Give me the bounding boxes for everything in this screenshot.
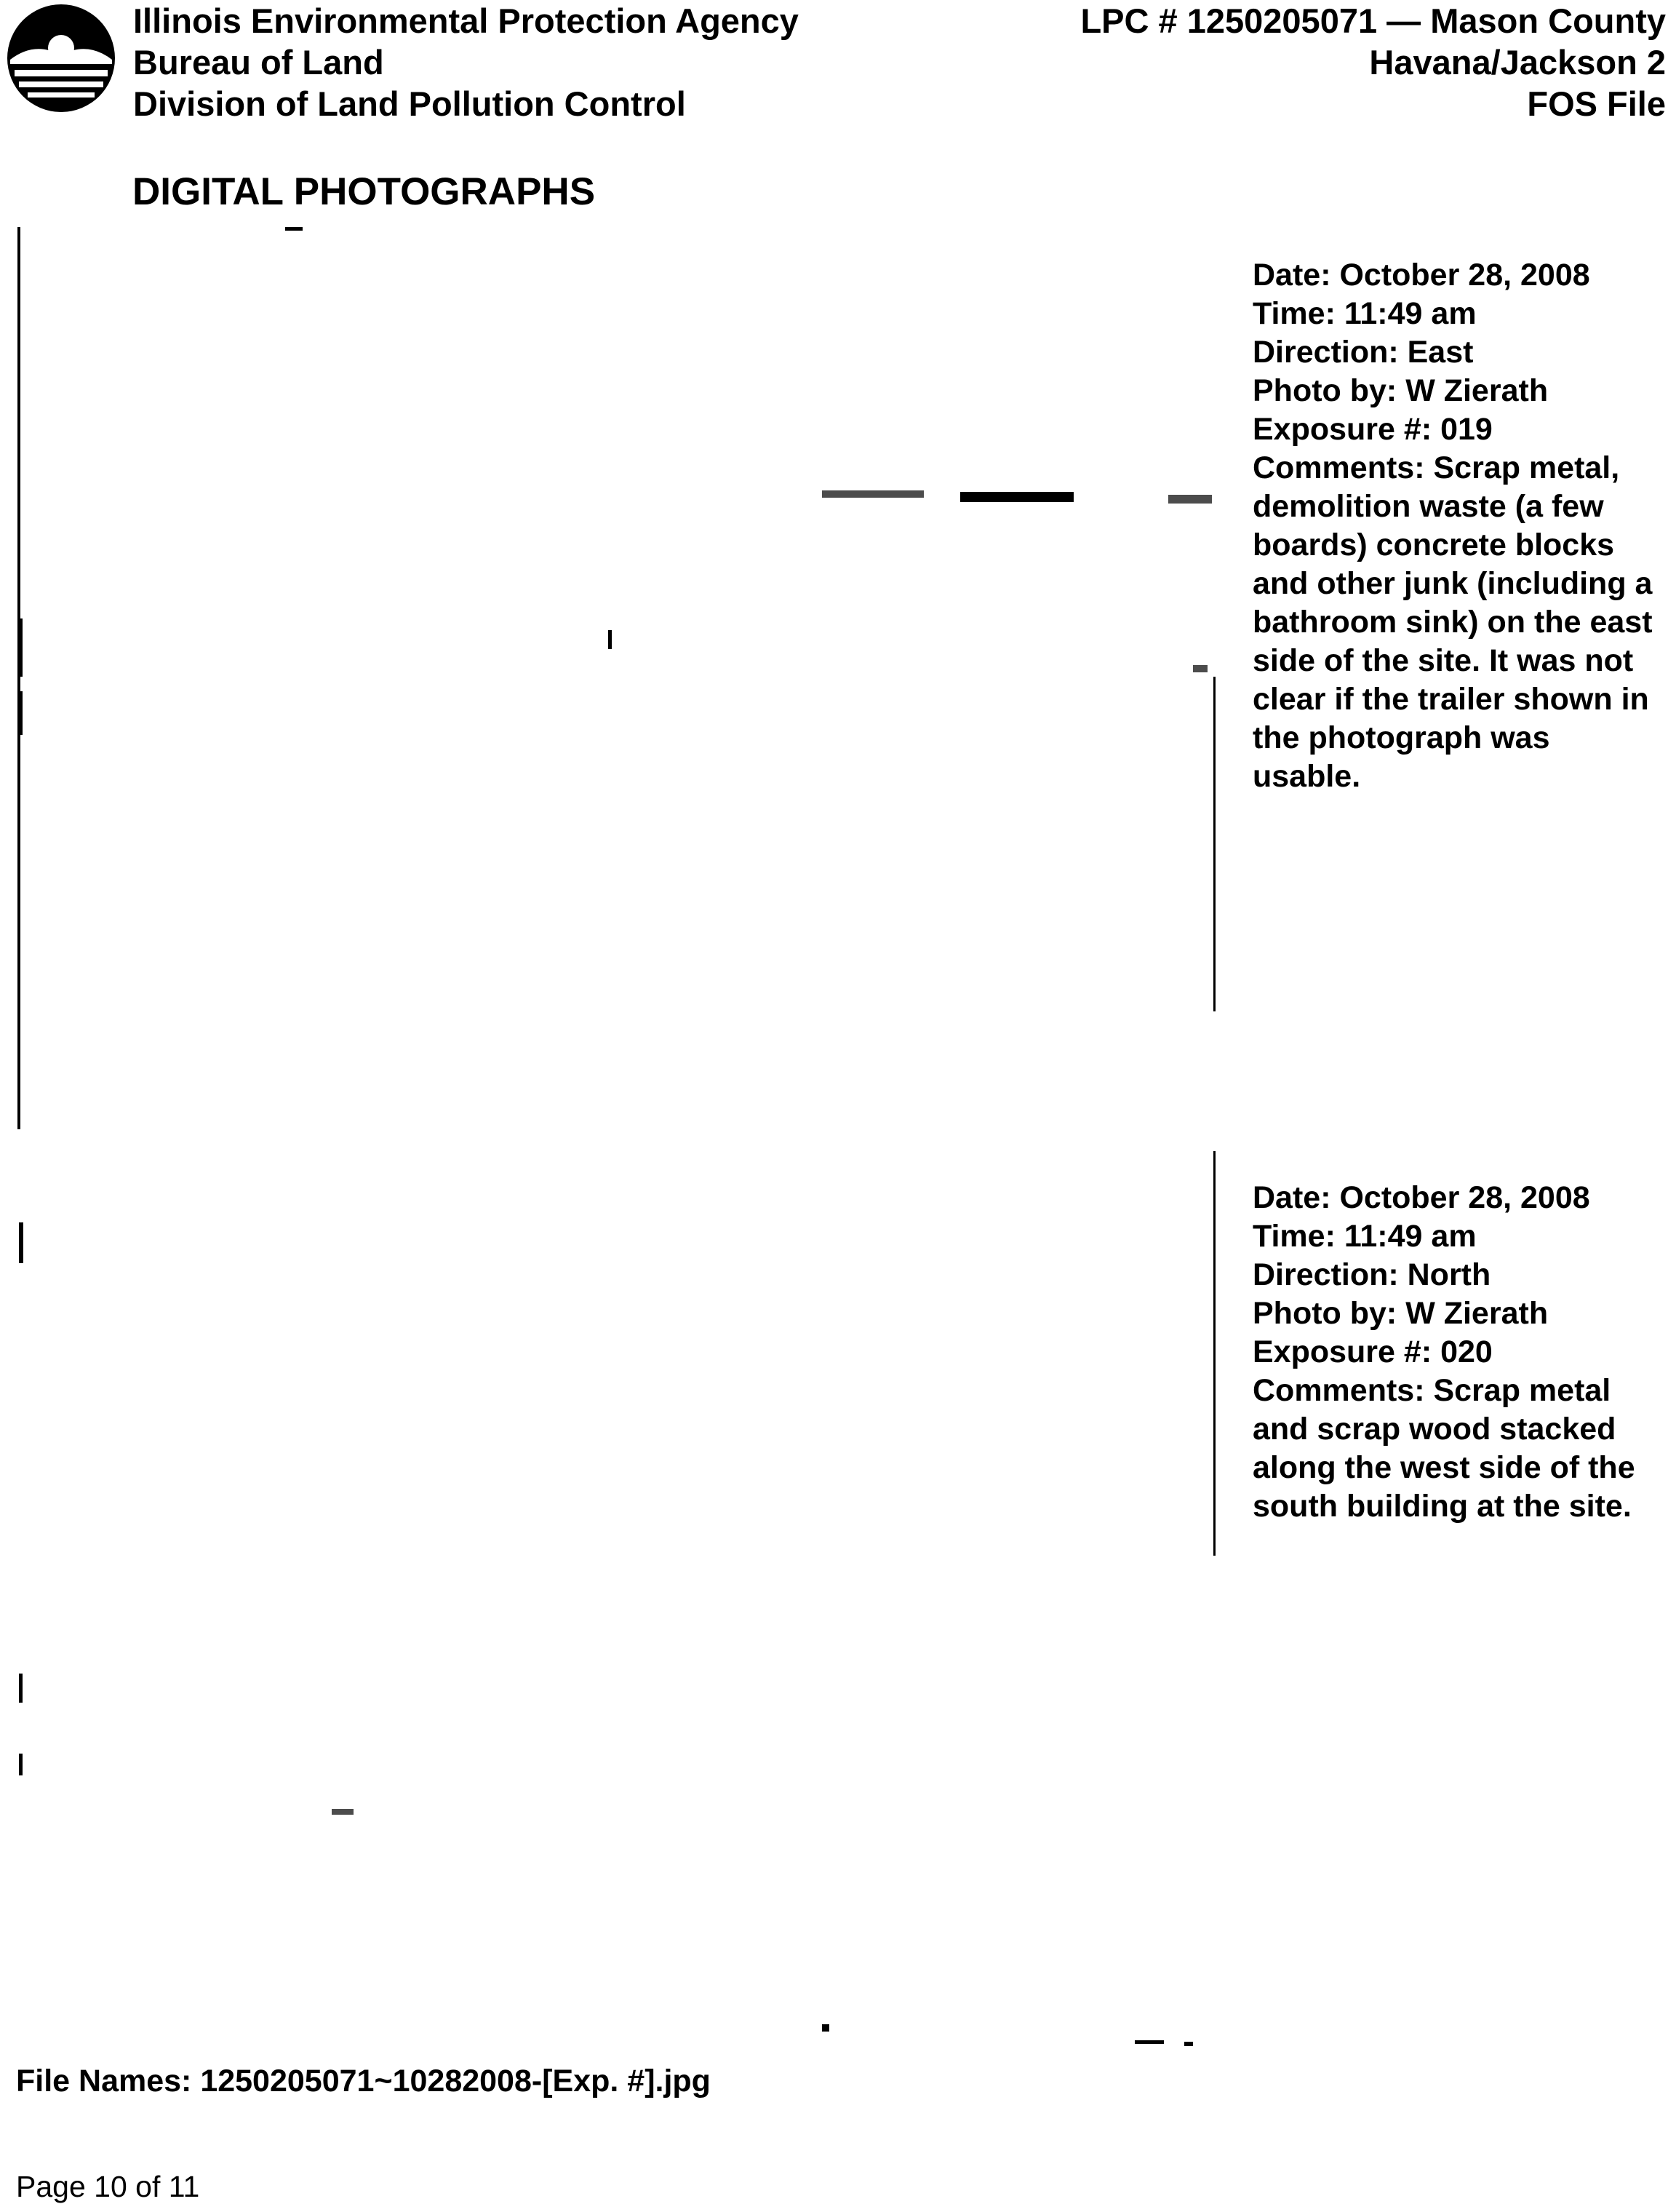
agency-header [133, 0, 799, 124]
left-mark [19, 618, 23, 677]
scan-speck [1135, 2040, 1164, 2044]
section-title: DIGITAL PHOTOGRAPHS [132, 170, 596, 213]
bureau-name: Bureau of Land [133, 43, 384, 81]
caption-direction: Direction: East [1253, 335, 1474, 370]
lpc-number: LPC # 1250205071 — Mason County [1080, 1, 1666, 40]
scan-speck [285, 227, 303, 231]
divider-line-1 [1213, 677, 1216, 1011]
scan-speck [1168, 495, 1212, 504]
scan-speck [332, 1809, 354, 1815]
site-name: Havana/Jackson 2 [1369, 43, 1666, 81]
left-mark [19, 1674, 23, 1703]
left-mark [19, 1222, 23, 1263]
photo-020 [13, 1157, 1212, 2059]
scan-speck [822, 490, 924, 498]
caption-time: Time: 11:49 am [1253, 1219, 1477, 1254]
lpc-header [1080, 0, 1666, 124]
divider-line-2 [1213, 1151, 1216, 1556]
left-mark [19, 1754, 23, 1775]
caption-time: Time: 11:49 am [1253, 296, 1477, 331]
illinois-epa-logo-icon [6, 3, 116, 114]
page-number: Page 10 of 11 [16, 2170, 200, 2203]
scan-speck [1184, 2042, 1193, 2046]
caption-photographer: Photo by: W Zierath [1253, 1296, 1549, 1331]
left-mark [19, 691, 23, 735]
photo-caption-020 [1253, 1179, 1660, 1526]
file-type: FOS File [1527, 84, 1666, 123]
caption-comments: Comments: Scrap metal, demolition waste (a few boards) concrete blocks and other junk (including a bathroom sink) on the east side of the site. It was not clear if the trailer shown in the photograph was usable. [1253, 450, 1653, 794]
caption-photographer: Photo by: W Zierath [1253, 373, 1549, 408]
caption-date: Date: October 28, 2008 [1253, 258, 1590, 293]
caption-date: Date: October 28, 2008 [1253, 1180, 1590, 1215]
caption-direction: Direction: North [1253, 1257, 1491, 1292]
photo-caption-019 [1253, 256, 1660, 796]
scan-speck [822, 2024, 829, 2032]
scan-speck [960, 492, 1074, 502]
left-border-line [17, 227, 20, 1129]
caption-exposure: Exposure #: 019 [1253, 412, 1493, 447]
division-name: Division of Land Pollution Control [133, 84, 686, 123]
agency-name: Illinois Environmental Protection Agency [133, 1, 799, 40]
caption-exposure: Exposure #: 020 [1253, 1334, 1493, 1369]
scan-speck [608, 630, 612, 649]
file-names: File Names: 1250205071~10282008-[Exp. #].jpg [16, 2064, 711, 2098]
caption-comments: Comments: Scrap metal and scrap wood stacked along the west side of the south building at the site. [1253, 1373, 1635, 1524]
scan-speck [1193, 665, 1208, 672]
photo-019 [13, 226, 1212, 1128]
